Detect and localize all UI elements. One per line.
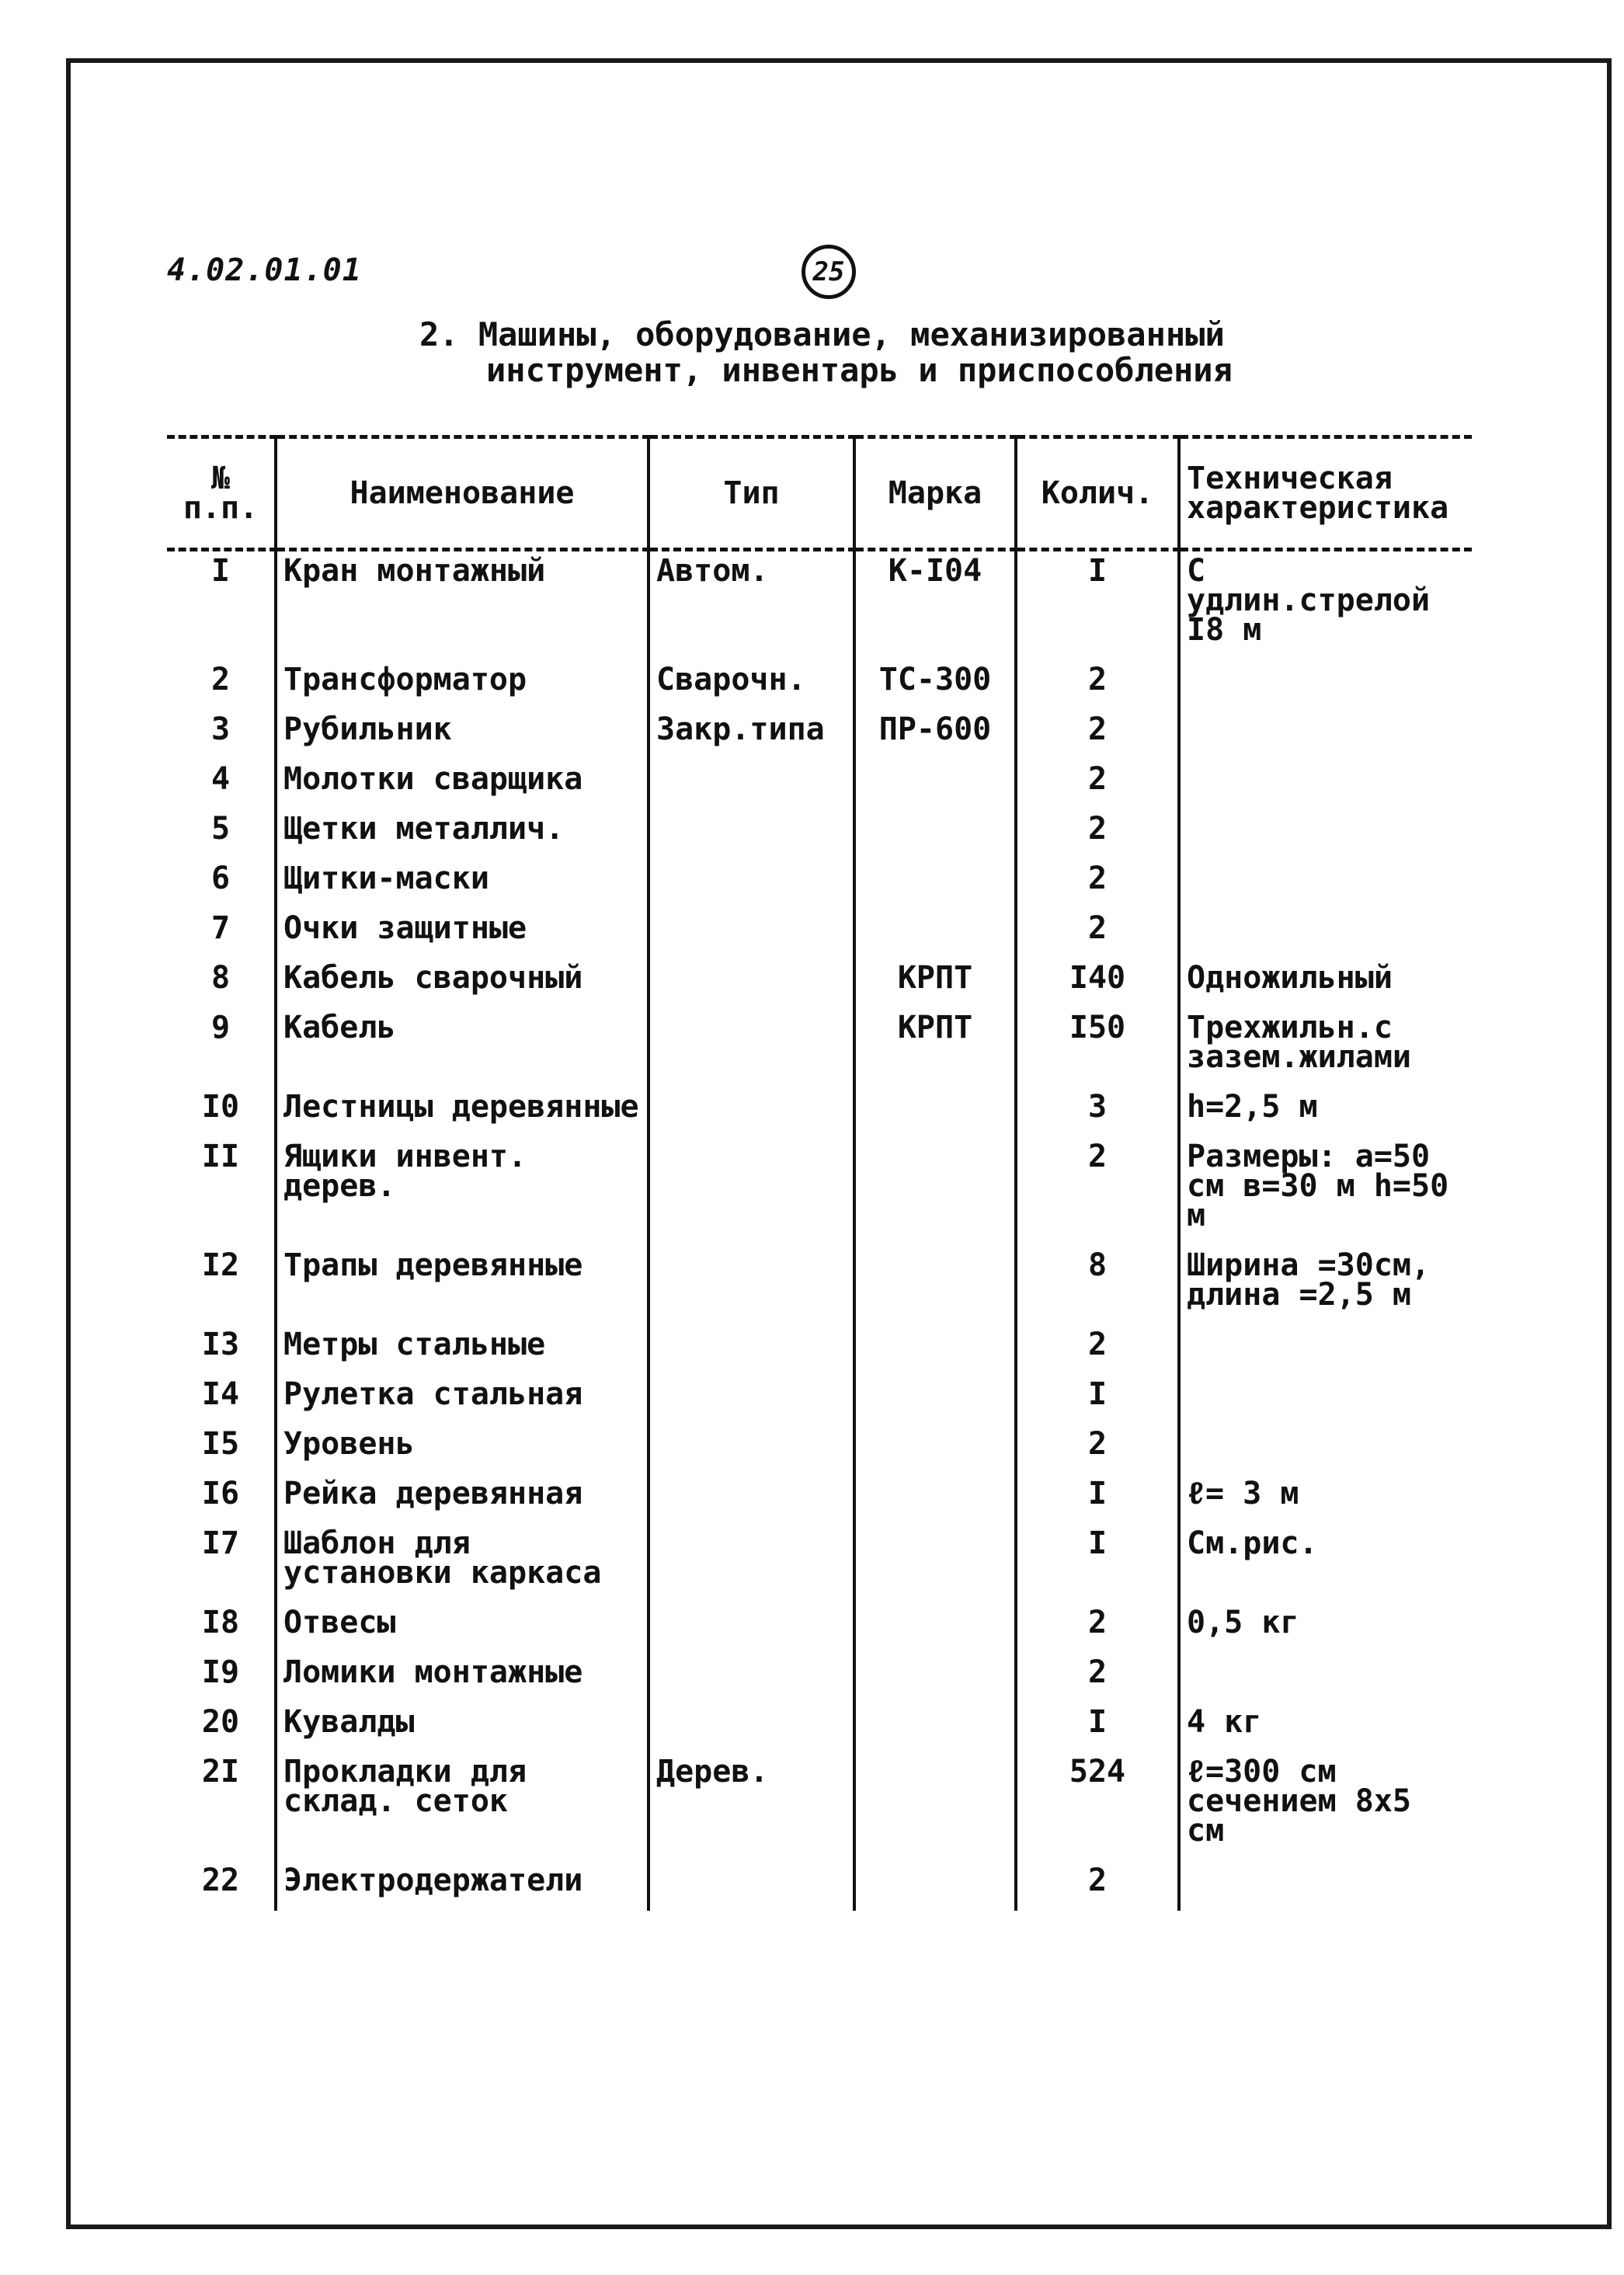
cell-tech: 0,5 кг [1179,1603,1472,1653]
cell-num: I9 [201,1654,240,1690]
cell-brand [854,1474,1016,1524]
cell-name: Рубильник [276,710,649,760]
col-header-brand: Марка [854,437,1016,550]
cell-brand [854,1752,1016,1861]
page-number-circle [802,245,856,299]
cell-qty: I [1016,1474,1179,1524]
cell-qty: 2 [1016,909,1179,958]
cell-qty: 524 [1016,1752,1179,1861]
cell-type [649,1325,854,1375]
cell-qty: I [1016,1524,1179,1603]
cell-qty: 2 [1016,1137,1179,1246]
cell-qty: I [1016,1703,1179,1752]
table-row [167,809,1472,859]
cell-name: Трансформатор [276,660,649,710]
col-header-name: Наименование [276,437,649,550]
cell-name: Ломики монтажные [276,1653,649,1703]
cell-num: 9 [210,1010,231,1045]
equipment-table [167,435,1472,1911]
cell-name: Кран монтажный [276,550,649,661]
cell-qty: I40 [1016,958,1179,1008]
table-row [167,760,1472,809]
cell-name: Шаблон для установки каркаса [276,1524,649,1603]
cell-name: Трапы деревянные [276,1246,649,1325]
cell-brand [854,1703,1016,1752]
cell-type [649,1137,854,1246]
cell-tech: h=2,5 м [1179,1087,1472,1137]
cell-tech: См.рис. [1179,1524,1472,1603]
cell-num: I [210,553,231,589]
cell-name: Кабель [276,1008,649,1087]
cell-type: Дерев. [649,1752,854,1861]
cell-qty: 2 [1016,1424,1179,1474]
cell-num: 6 [210,861,231,896]
cell-name: Рулетка стальная [276,1375,649,1424]
cell-brand: ПР-600 [854,710,1016,760]
table-row [167,909,1472,958]
cell-tech: Ширина =30см, длина =2,5 м [1179,1246,1472,1325]
cell-brand [854,1087,1016,1137]
cell-qty: 8 [1016,1246,1179,1325]
cell-brand [854,1603,1016,1653]
cell-type [649,1474,854,1524]
cell-num: 2 [210,662,231,697]
cell-type [649,859,854,909]
cell-num: I8 [201,1605,240,1640]
cell-num: 22 [201,1863,240,1898]
cell-tech: Одножильный [1179,958,1472,1008]
cell-qty: 2 [1016,809,1179,859]
cell-num: I3 [201,1327,240,1362]
cell-brand [854,809,1016,859]
cell-qty: 2 [1016,1861,1179,1911]
cell-brand [854,1524,1016,1603]
table-row [167,958,1472,1008]
cell-num: 8 [210,960,231,996]
section-title [419,317,1351,388]
cell-brand [854,1424,1016,1474]
document-code: 4.02.01.01 [167,252,362,288]
cell-qty: I [1016,550,1179,661]
cell-num: I2 [201,1247,240,1283]
table-row [167,1246,1472,1325]
cell-type [649,1603,854,1653]
cell-name: Кабель сварочный [276,958,649,1008]
cell-num: 7 [210,910,231,946]
cell-type [649,1375,854,1424]
cell-qty: I [1016,1375,1179,1424]
cell-name: Очки защитные [276,909,649,958]
cell-num: I6 [201,1476,240,1511]
cell-brand [854,1861,1016,1911]
cell-brand [854,909,1016,958]
cell-num: I0 [201,1089,240,1125]
cell-num: 2I [201,1754,240,1790]
table-row [167,660,1472,710]
cell-tech [1179,809,1472,859]
cell-type [649,909,854,958]
cell-name: Ящики инвент. дерев. [276,1137,649,1246]
cell-name: Рейка деревянная [276,1474,649,1524]
cell-num: 4 [210,761,231,797]
table-row [167,710,1472,760]
cell-type [649,760,854,809]
cell-tech: С удлин.стрелой I8 м [1179,550,1472,661]
cell-type [649,1087,854,1137]
cell-name: Метры стальные [276,1325,649,1375]
cell-brand [854,1325,1016,1375]
cell-type: Автом. [649,550,854,661]
table-row [167,1524,1472,1603]
cell-type [649,1524,854,1603]
table-row [167,1325,1472,1375]
cell-brand [854,1375,1016,1424]
cell-name: Щитки-маски [276,859,649,909]
cell-brand: К-I04 [854,550,1016,661]
cell-brand: КРПТ [854,1008,1016,1087]
cell-tech [1179,859,1472,909]
cell-brand [854,1653,1016,1703]
cell-name: Молотки сварщика [276,760,649,809]
cell-tech [1179,909,1472,958]
table-header-row [167,437,1472,550]
col-header-num: № п.п. [167,437,276,550]
table-row [167,1008,1472,1087]
cell-num: 20 [201,1704,240,1740]
cell-type [649,1653,854,1703]
cell-name: Отвесы [276,1603,649,1653]
table-row [167,1375,1472,1424]
table-row [167,1752,1472,1861]
cell-num: 3 [210,711,231,747]
cell-brand [854,1246,1016,1325]
table-row [167,1603,1472,1653]
cell-type: Закр.типа [649,710,854,760]
cell-tech: ℓ= 3 м [1179,1474,1472,1524]
cell-tech: ℓ=300 см сечением 8х5 см [1179,1752,1472,1861]
cell-name: Уровень [276,1424,649,1474]
cell-qty: 2 [1016,660,1179,710]
cell-num: I5 [201,1426,240,1462]
cell-brand: ТС-300 [854,660,1016,710]
cell-tech [1179,760,1472,809]
cell-num: 5 [210,811,231,847]
cell-tech [1179,1424,1472,1474]
cell-tech: 4 кг [1179,1703,1472,1752]
cell-type [649,1424,854,1474]
cell-qty: 2 [1016,859,1179,909]
cell-brand: КРПТ [854,958,1016,1008]
table-row [167,1653,1472,1703]
cell-name: Электродержатели [276,1861,649,1911]
cell-type [649,1703,854,1752]
cell-name: Щетки металлич. [276,809,649,859]
cell-tech [1179,710,1472,760]
section-title-line2: инструмент, инвентарь и приспособления [486,351,1233,389]
table-row [167,1424,1472,1474]
cell-num: I7 [201,1525,240,1561]
cell-num: II [201,1139,240,1174]
page-number: 25 [812,256,845,287]
cell-name: Прокладки для склад. сеток [276,1752,649,1861]
cell-tech [1179,1375,1472,1424]
cell-tech: Трехжильн.с зазем.жилами [1179,1008,1472,1087]
cell-type: Сварочн. [649,660,854,710]
table-row [167,550,1472,661]
table-row [167,1861,1472,1911]
cell-qty: 2 [1016,1653,1179,1703]
cell-tech [1179,1325,1472,1375]
cell-type [649,1246,854,1325]
cell-qty: 2 [1016,1603,1179,1653]
cell-brand [854,760,1016,809]
table-row [167,859,1472,909]
cell-brand [854,1137,1016,1246]
cell-tech: Размеры: а=50 см в=30 м h=50 м [1179,1137,1472,1246]
table-row [167,1474,1472,1524]
cell-qty: 2 [1016,1325,1179,1375]
cell-qty: 3 [1016,1087,1179,1137]
table-row [167,1087,1472,1137]
cell-name: Лестницы деревянные [276,1087,649,1137]
col-header-qty: Колич. [1016,437,1179,550]
cell-qty: I50 [1016,1008,1179,1087]
cell-tech [1179,1653,1472,1703]
cell-name: Кувалды [276,1703,649,1752]
section-title-line1: 2. Машины, оборудование, механизированный [419,315,1225,353]
cell-qty: 2 [1016,760,1179,809]
cell-type [649,809,854,859]
cell-type [649,1008,854,1087]
cell-qty: 2 [1016,710,1179,760]
table-row [167,1703,1472,1752]
cell-tech [1179,660,1472,710]
cell-tech [1179,1861,1472,1911]
table-body [167,550,1472,1911]
cell-brand [854,859,1016,909]
col-header-type: Тип [649,437,854,550]
col-header-tech: Техническая характеристика [1179,437,1472,550]
cell-type [649,958,854,1008]
cell-num: I4 [201,1376,240,1412]
table-row [167,1137,1472,1246]
cell-type [649,1861,854,1911]
